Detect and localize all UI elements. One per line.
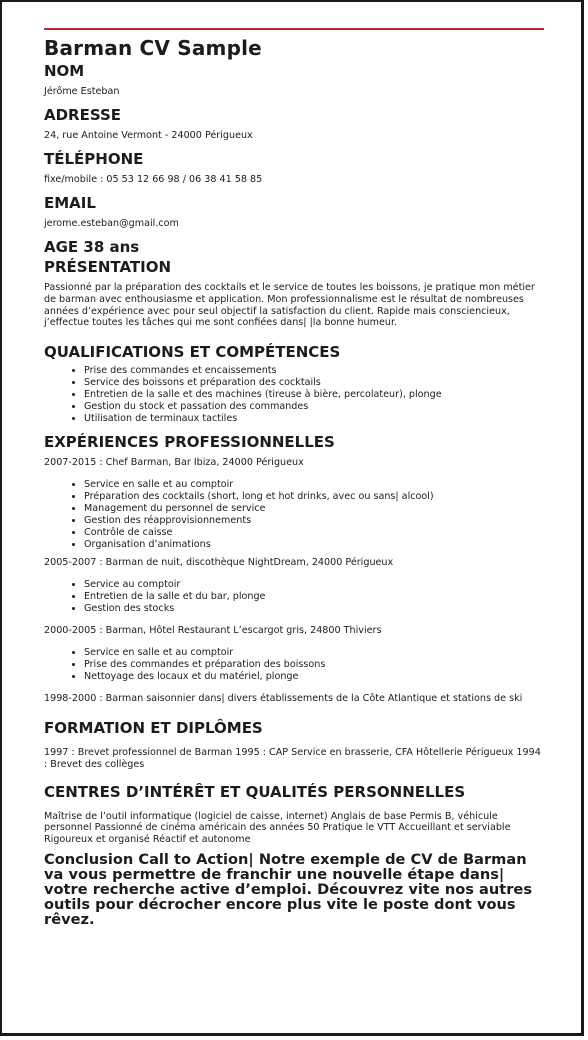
job-duties-list [44,579,544,615]
section-nom [44,62,544,98]
heading-nom: NOM [44,62,85,80]
list-item: • Service en salle et au comptoir [84,647,544,659]
section-experiences [44,433,544,705]
list-item: • Organisation d’animations [84,539,544,551]
heading-experiences: EXPÉRIENCES PROFESSIONNELLES [44,433,335,452]
heading-adresse: ADRESSE [44,106,122,124]
section-presentation [44,258,544,329]
section-formation [44,719,544,771]
email-value: jerome.esteban@gmail.com [44,218,179,229]
heading-formation: FORMATION ET DIPLÔMES [44,718,263,737]
cv-document [44,36,544,927]
nom-value: Jérôme Esteban [44,86,120,97]
heading-telephone: TÉLÉPHONE [44,150,144,168]
list-item: • Prise des commandes et encaissements [84,365,544,377]
list-item: • Entretien de la salle et du bar, plonge [84,591,544,603]
heading-email: EMAIL [44,194,96,212]
list-item: • Management du personnel de service [84,503,544,515]
section-telephone [44,150,544,186]
presentation-text: Passionné par la préparation des cocktails et le service de toutes les boissons, je pratique mon métier de barman avec enthousiasme et application. Mon professionnalisme est le résultat de nombreuses années d’expérience avec pour seul objectif la satisfaction du client. Rapide mais consciencieux, j’effectue toutes les tâches qui me sont confiées dans| |la bonne humeur. [44,282,535,329]
list-item: • Service des boissons et préparation des cocktails [84,377,544,389]
job-title: 2007-2015 : Chef Barman, Bar Ibiza, 24000 Périgueux [44,457,304,469]
section-email [44,194,544,230]
job-duties-list [44,647,544,683]
list-item: • Gestion des réapprovisionnements [84,515,544,527]
job-title: 2000-2005 : Barman, Hôtel Restaurant L’escargot gris, 24800 Thiviers [44,625,382,637]
list-item: • Gestion des stocks [84,603,544,615]
call-to-action: Conclusion Call to Action| Notre exemple de CV de Barman va vous permettre de franchir une nouvelle étape dans| votre recherche active d’emploi. Découvrez vite nos autres outils pour décrocher encore plus vite le poste dont vous rêvez. [44,850,533,928]
list-item: • Gestion du stock et passation des commandes [84,401,544,413]
job-duties-list [44,479,544,551]
title-rule [44,28,544,30]
formation-text: 1997 : Brevet professionnel de Barman 1995 : CAP Service en brasserie, CFA Hôtellerie Périgueux 1994 : Brevet des collèges [44,746,541,770]
list-item: • Utilisation de terminaux tactiles [84,413,544,425]
job-title: 2005-2007 : Barman de nuit, discothèque NightDream, 24000 Périgueux [44,557,394,569]
heading-presentation: PRÉSENTATION [44,258,172,276]
page-title: Barman CV Sample [44,36,262,60]
section-age [44,238,544,256]
list-item: • Entretien de la salle et des machines (tireuse à bière, percolateur), plonge [84,389,544,401]
list-item: • Service au comptoir [84,579,544,591]
telephone-value: fixe/mobile : 05 53 12 66 98 / 06 38 41 58 85 [44,174,263,185]
heading-age: AGE 38 ans [44,238,140,256]
adresse-value: 24, rue Antoine Vermont - 24000 Périgueux [44,130,253,141]
section-interets [44,783,544,846]
heading-qualifications: QUALIFICATIONS ET COMPÉTENCES [44,343,341,362]
list-item: • Préparation des cocktails (short, long et hot drinks, avec ou sans| alcool) [84,491,544,503]
seasonal-experience-note: 1998-2000 : Barman saisonnier dans| divers établissements de la Côte Atlantique et stations de ski [44,693,523,705]
section-qualifications [44,343,544,425]
heading-interets: CENTRES D’INTÉRÊT ET QUALITÉS PERSONNELLES [44,782,466,801]
section-adresse [44,106,544,142]
interets-text: Maîtrise de l’outil informatique (logiciel de caisse, internet) Anglais de base Permis B, véhicule personnel Passionné de cinéma américain des années 50 Pratique le VTT Accueillant et serviable Rigoureux et organisé Réactif et autonome [44,810,511,846]
qualifications-list [44,365,544,425]
list-item: • Contrôle de caisse [84,527,544,539]
list-item: • Nettoyage des locaux et du matériel, plonge [84,671,544,683]
list-item: • Service en salle et au comptoir [84,479,544,491]
list-item: • Prise des commandes et préparation des boissons [84,659,544,671]
